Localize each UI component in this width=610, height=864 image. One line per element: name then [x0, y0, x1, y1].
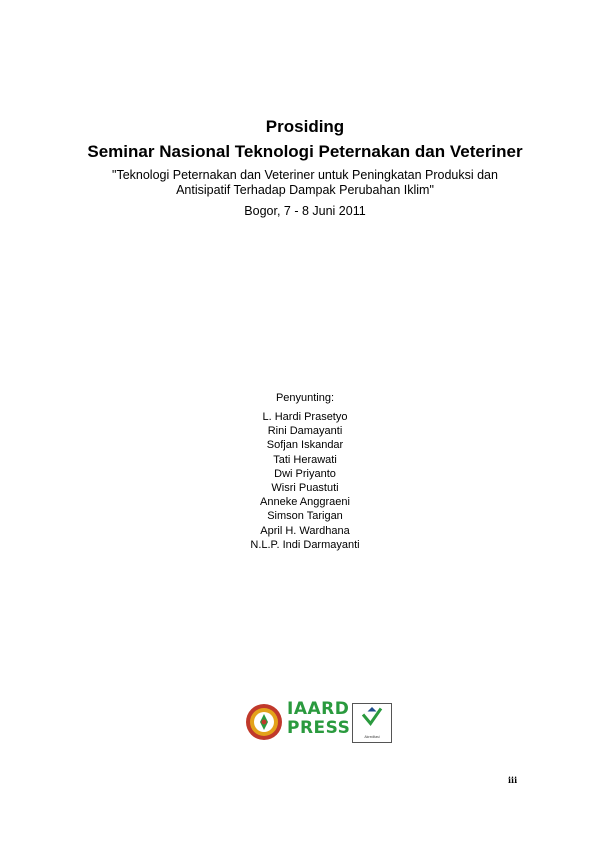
editor-name: Sofjan Iskandar	[266, 439, 344, 452]
editor-name: April H. Wardhana	[260, 524, 350, 537]
theme-line-1: "Teknologi Peternakan dan Veteriner untuk Peningkatan Produksi dan	[112, 168, 498, 182]
accreditation-label: Akreditasi	[364, 735, 380, 739]
accreditation-check-icon	[353, 704, 391, 734]
theme-line-2: Antisipatif Terhadap Dampak Perubahan Iklim"	[176, 183, 434, 197]
editor-name: Dwi Priyanto	[274, 467, 336, 480]
editor-name: Simson Tarigan	[267, 510, 343, 523]
seminar-theme	[0, 168, 610, 198]
editor-name: N.L.P. Indi Darmayanti	[250, 538, 360, 551]
iaard-press-wordmark	[287, 700, 350, 738]
editor-name: L. Hardi Prasetyo	[262, 411, 348, 423]
editor-name: Wisri Puastuti	[271, 482, 339, 495]
logo-line-2: PRESS	[287, 718, 351, 738]
ministry-seal-icon	[245, 703, 283, 741]
event-date: Bogor, 7 - 8 Juni 2011	[244, 204, 366, 218]
accreditation-badge	[352, 703, 392, 743]
editor-name: Tati Herawati	[273, 453, 337, 466]
editors-label: Penyunting:	[275, 392, 335, 404]
page-number: iii	[508, 775, 518, 785]
seminar-title: Seminar Nasional Teknologi Peternakan dan Veteriner	[87, 142, 523, 161]
iaard-press-logo	[245, 700, 395, 746]
editors-list	[0, 410, 610, 552]
logo-line-1: IAARD	[287, 699, 350, 719]
editor-name: Rini Damayanti	[267, 425, 343, 438]
document-title: Prosiding	[265, 117, 345, 136]
editor-name: Anneke Anggraeni	[260, 496, 350, 509]
